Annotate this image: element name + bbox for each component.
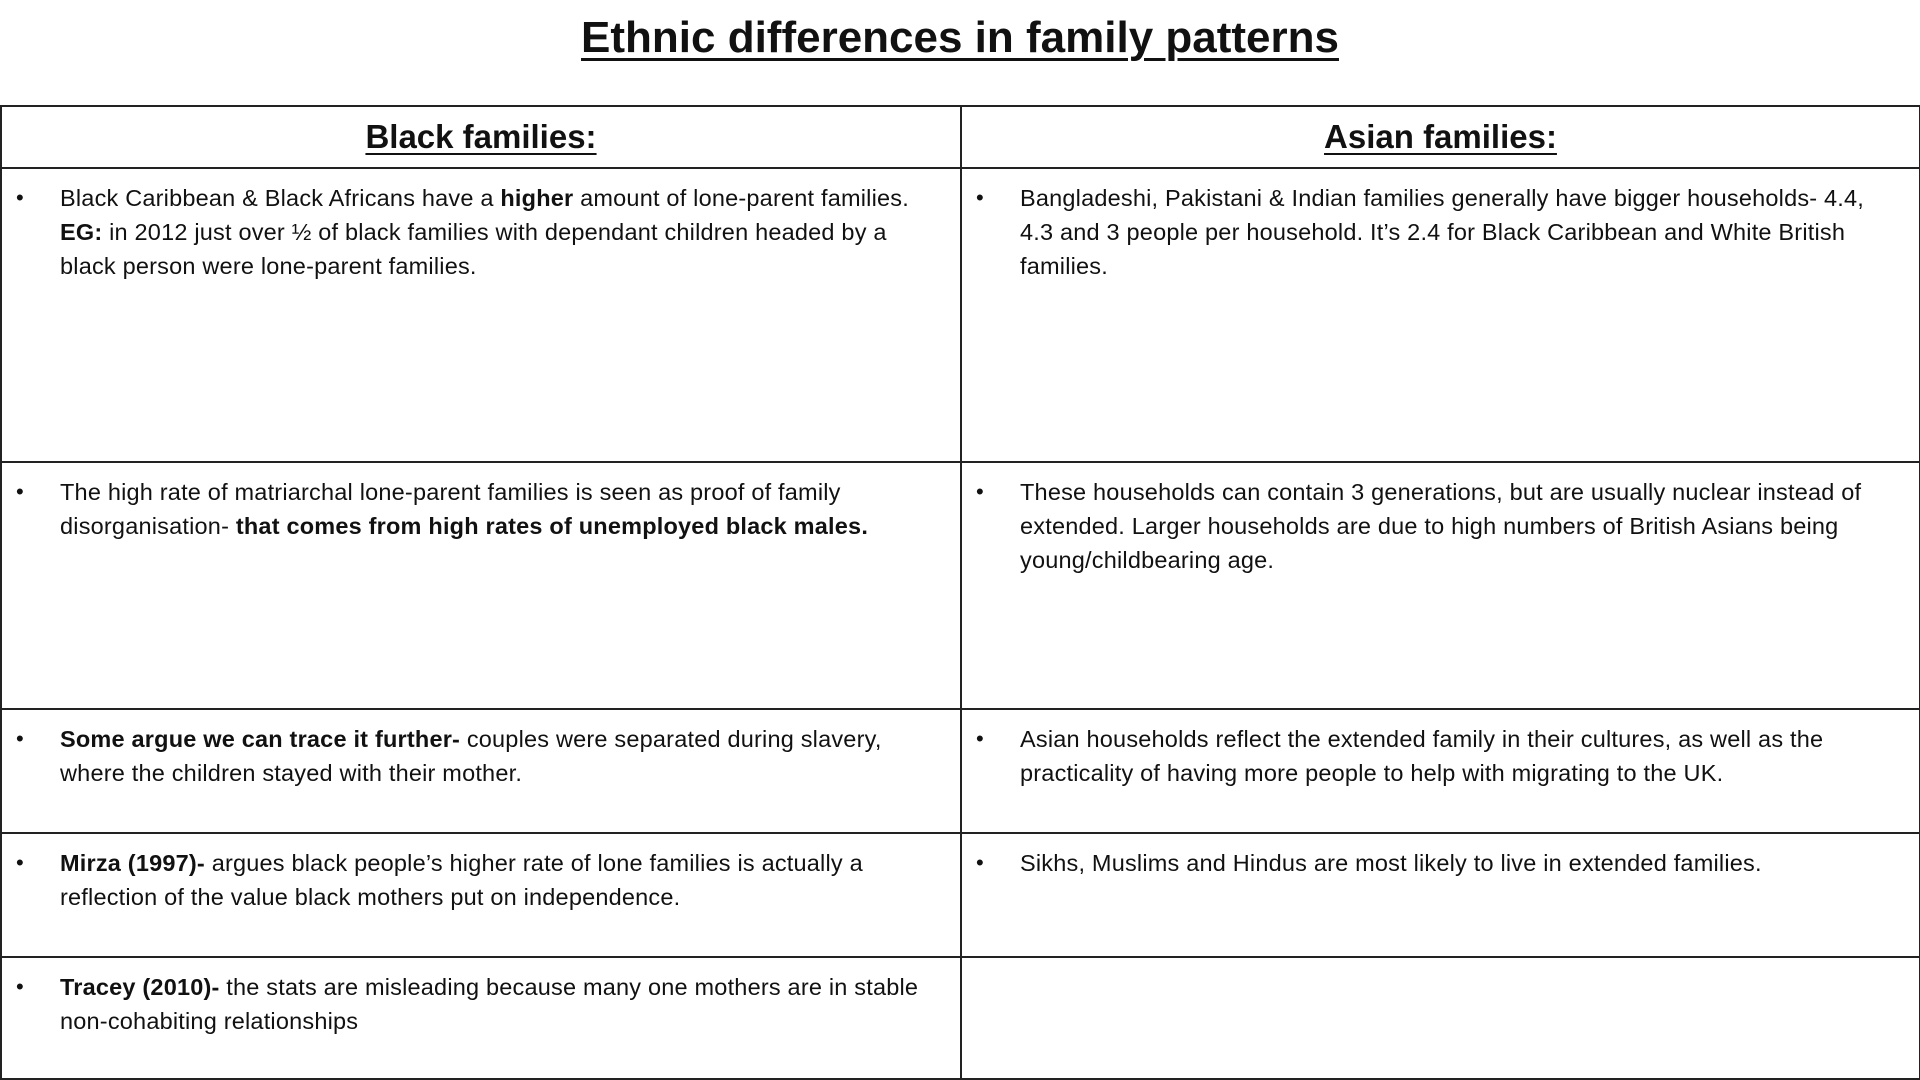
bold-text: that comes from high rates of unemployed black males. — [235, 513, 869, 539]
bullet-icon: • — [16, 726, 24, 751]
bullet-icon: • — [16, 850, 24, 875]
empty-cell — [961, 957, 1920, 1079]
text: Asian households reflect the extended family in their cultures, as well as the practicality of having more people to help with migrating to the UK. — [1020, 726, 1824, 786]
bullet-icon: • — [976, 185, 984, 210]
bullet-point — [2, 463, 960, 543]
text: Bangladeshi, Pakistani & Indian families generally have bigger households- 4.4, 4.3 and 3 people per household. It’s 2.4 for Black Caribbean and White British families. — [1020, 185, 1865, 279]
bullet-icon: • — [976, 850, 984, 875]
title-text: Ethnic differences in family patterns — [581, 13, 1339, 62]
bold-text: higher — [500, 185, 574, 211]
bullet-point — [2, 169, 960, 283]
bullet-icon: • — [976, 479, 984, 504]
text: Black Caribbean & Black Africans have a — [60, 185, 501, 211]
table-row — [1, 462, 1920, 709]
black-families-cell — [1, 709, 961, 833]
table-row — [1, 833, 1920, 957]
table-row — [1, 957, 1920, 1079]
bold-text: EG: — [60, 219, 103, 245]
asian-families-cell — [961, 709, 1920, 833]
bullet-icon: • — [16, 974, 24, 999]
page-title — [0, 8, 1920, 68]
text: The high rate of matriarchal lone-parent families is seen as proof of family disorganisation- — [60, 479, 841, 539]
bullet-point — [2, 834, 960, 914]
bold-text: Mirza (1997)- — [60, 850, 205, 876]
bullet-icon: • — [976, 726, 984, 751]
asian-families-cell — [961, 462, 1920, 709]
text: in 2012 just over ½ of black families with dependant children headed by a black person were lone-parent families. — [60, 219, 887, 279]
comparison-table — [0, 105, 1920, 1080]
header-row — [1, 106, 1920, 168]
black-families-cell — [1, 168, 961, 462]
text: argues black people’s higher rate of lone families is actually a reflection of the value black mothers put on independence. — [60, 850, 863, 910]
asian-families-cell — [961, 168, 1920, 462]
bullet-icon: • — [16, 185, 24, 210]
bold-text: Some argue we can trace it further- — [60, 726, 461, 752]
bullet-point — [962, 834, 1919, 880]
bullet-point — [962, 710, 1919, 790]
table-row — [1, 709, 1920, 833]
black-families-cell — [1, 462, 961, 709]
bullet-point — [2, 958, 960, 1038]
header-asian-families: Asian families: — [961, 106, 1920, 168]
bullet-point — [962, 169, 1919, 283]
bullet-point — [2, 710, 960, 790]
black-families-cell — [1, 833, 961, 957]
header-black-families: Black families: — [1, 106, 961, 168]
text: amount of lone-parent families. — [573, 185, 909, 211]
text: the stats are misleading because many one mothers are in stable non-cohabiting relationships — [60, 974, 919, 1034]
asian-families-cell — [961, 833, 1920, 957]
black-families-cell — [1, 957, 961, 1079]
text: couples were separated during slavery, where the children stayed with their mother. — [60, 726, 882, 786]
bullet-icon: • — [16, 479, 24, 504]
text: These households can contain 3 generations, but are usually nuclear instead of extended. Larger households are due to high numbers of British Asians being young/childbearing age. — [1020, 479, 1862, 573]
table-row — [1, 168, 1920, 462]
text: Sikhs, Muslims and Hindus are most likely to live in extended families. — [1020, 850, 1762, 876]
bullet-point — [962, 463, 1919, 577]
bold-text: Tracey (2010)- — [60, 974, 220, 1000]
